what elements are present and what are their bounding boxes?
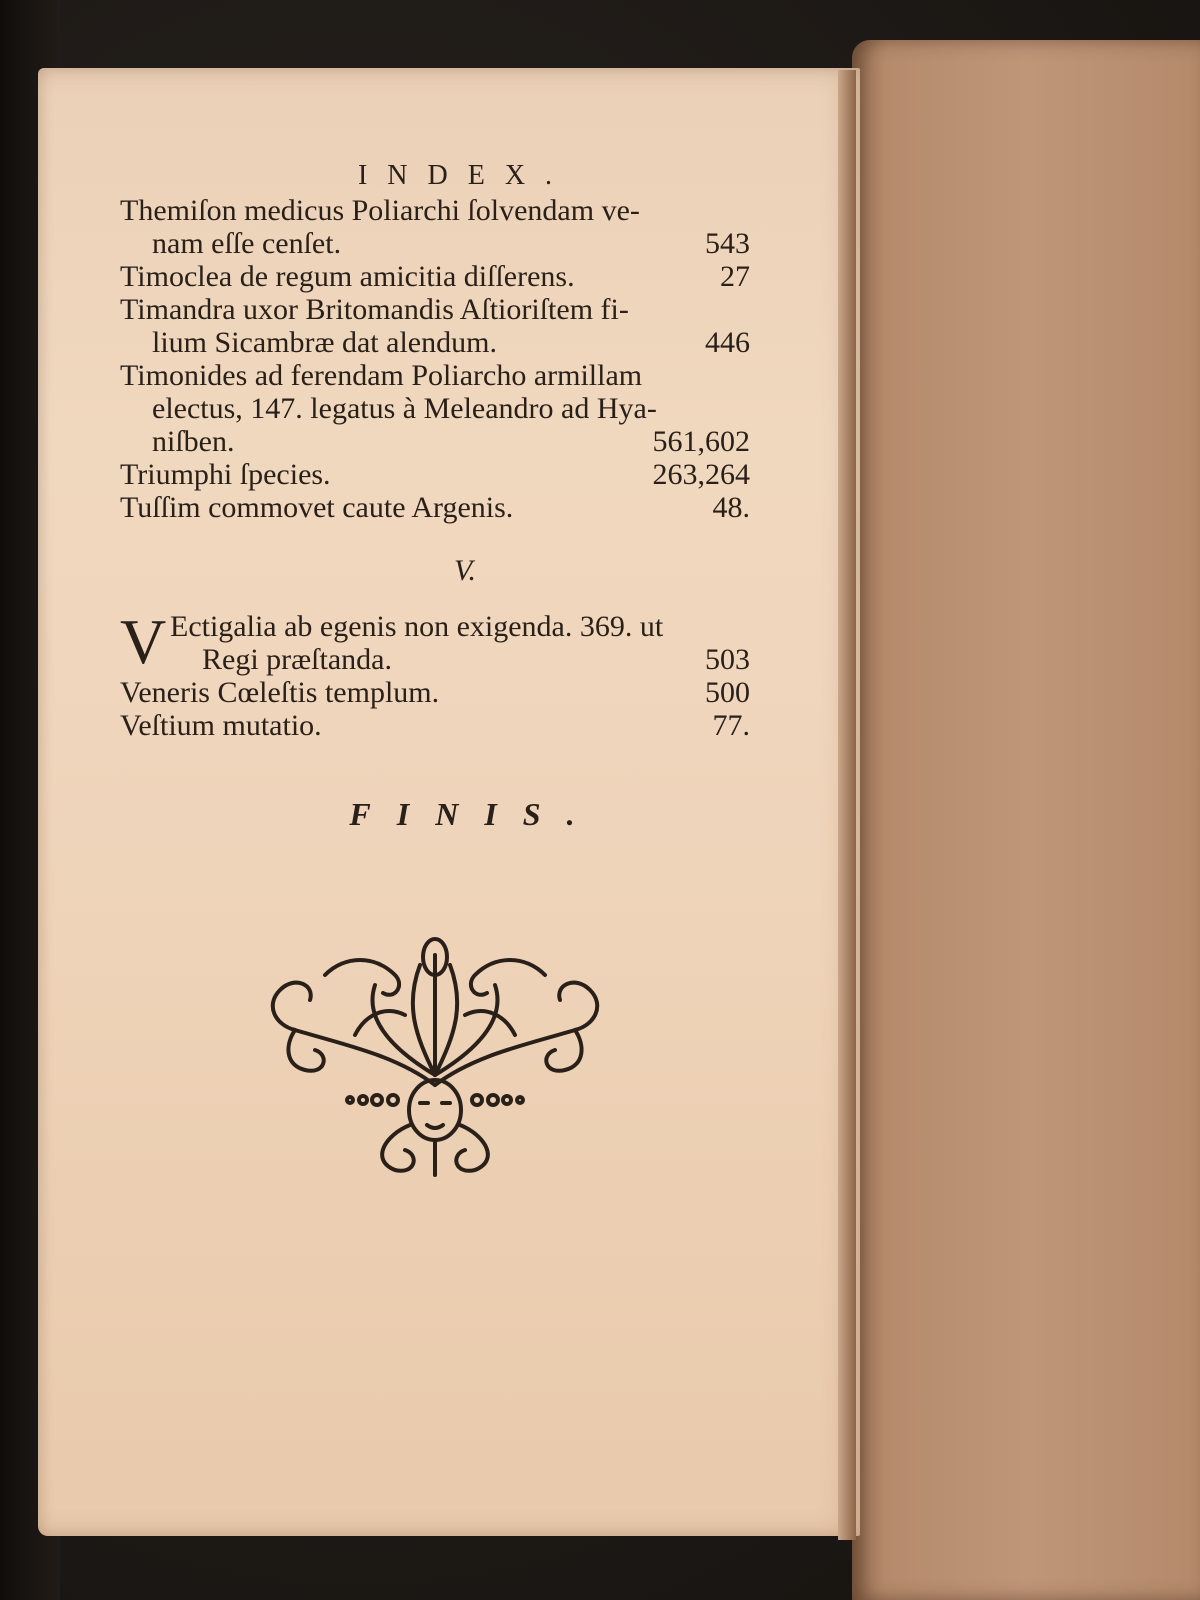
- index-entry-tussim: [120, 491, 750, 524]
- entry-line: Veneris Cœleſtis templum.: [120, 676, 440, 709]
- index-entry-vectigalia: [120, 606, 750, 677]
- page-ref: 77.: [712, 709, 750, 742]
- page-ref: 500: [705, 676, 750, 709]
- entry-line: Timonides ad ferendam Poliarcho armillam: [120, 359, 643, 392]
- index-entry-timonides: [120, 359, 750, 458]
- entry-line: lium Sicambræ dat alendum.: [152, 326, 497, 359]
- floral-mask-tailpiece-icon: [255, 935, 615, 1185]
- page-ref: 503: [705, 643, 750, 676]
- entry-line: niſben.: [152, 425, 235, 458]
- finis-colophon: FINIS.: [349, 796, 601, 832]
- index-entry-timandra: [120, 293, 750, 359]
- index-entry-timoclea: [120, 260, 750, 293]
- index-entry-themison: [120, 194, 750, 260]
- entry-line: Ectigalia ab egenis non exigenda. 369. ut: [170, 610, 664, 643]
- page-ref: 561,602: [652, 425, 750, 458]
- entry-line: electus, 147. legatus à Meleandro ad Hya-: [152, 392, 657, 425]
- entry-line: Tuſſim commovet caute Argenis.: [120, 491, 514, 524]
- entry-line: nam eſſe cenſet.: [152, 227, 342, 260]
- page-ref: 48.: [712, 491, 750, 524]
- index-text-block: [120, 160, 750, 833]
- page-ref: 263,264: [652, 458, 750, 491]
- page-ref: 27: [720, 260, 750, 293]
- entry-line: Themiſon medicus Poliarchi ſolvendam ve-: [120, 194, 640, 227]
- page-ref: 543: [705, 227, 750, 260]
- section-letter-v: V.: [454, 554, 476, 587]
- drop-capital: V: [120, 606, 167, 677]
- index-entry-triumphi: [120, 458, 750, 491]
- entry-line: Timandra uxor Britomandis Aſtioriſtem fi-: [120, 293, 629, 326]
- page-ref: 446: [705, 326, 750, 359]
- right-page-verso: [852, 40, 1200, 1600]
- entry-line: Triumphi ſpecies.: [120, 458, 331, 491]
- page-gutter: [838, 70, 856, 1540]
- entry-line: Regi præſtanda.: [202, 643, 392, 676]
- entry-line: Veſtium mutatio.: [120, 709, 322, 742]
- index-entry-vestium: [120, 709, 750, 742]
- index-entry-veneris: [120, 676, 750, 709]
- running-head: INDEX.: [357, 160, 573, 191]
- entry-line: Timoclea de regum amicitia diſſerens.: [120, 260, 575, 293]
